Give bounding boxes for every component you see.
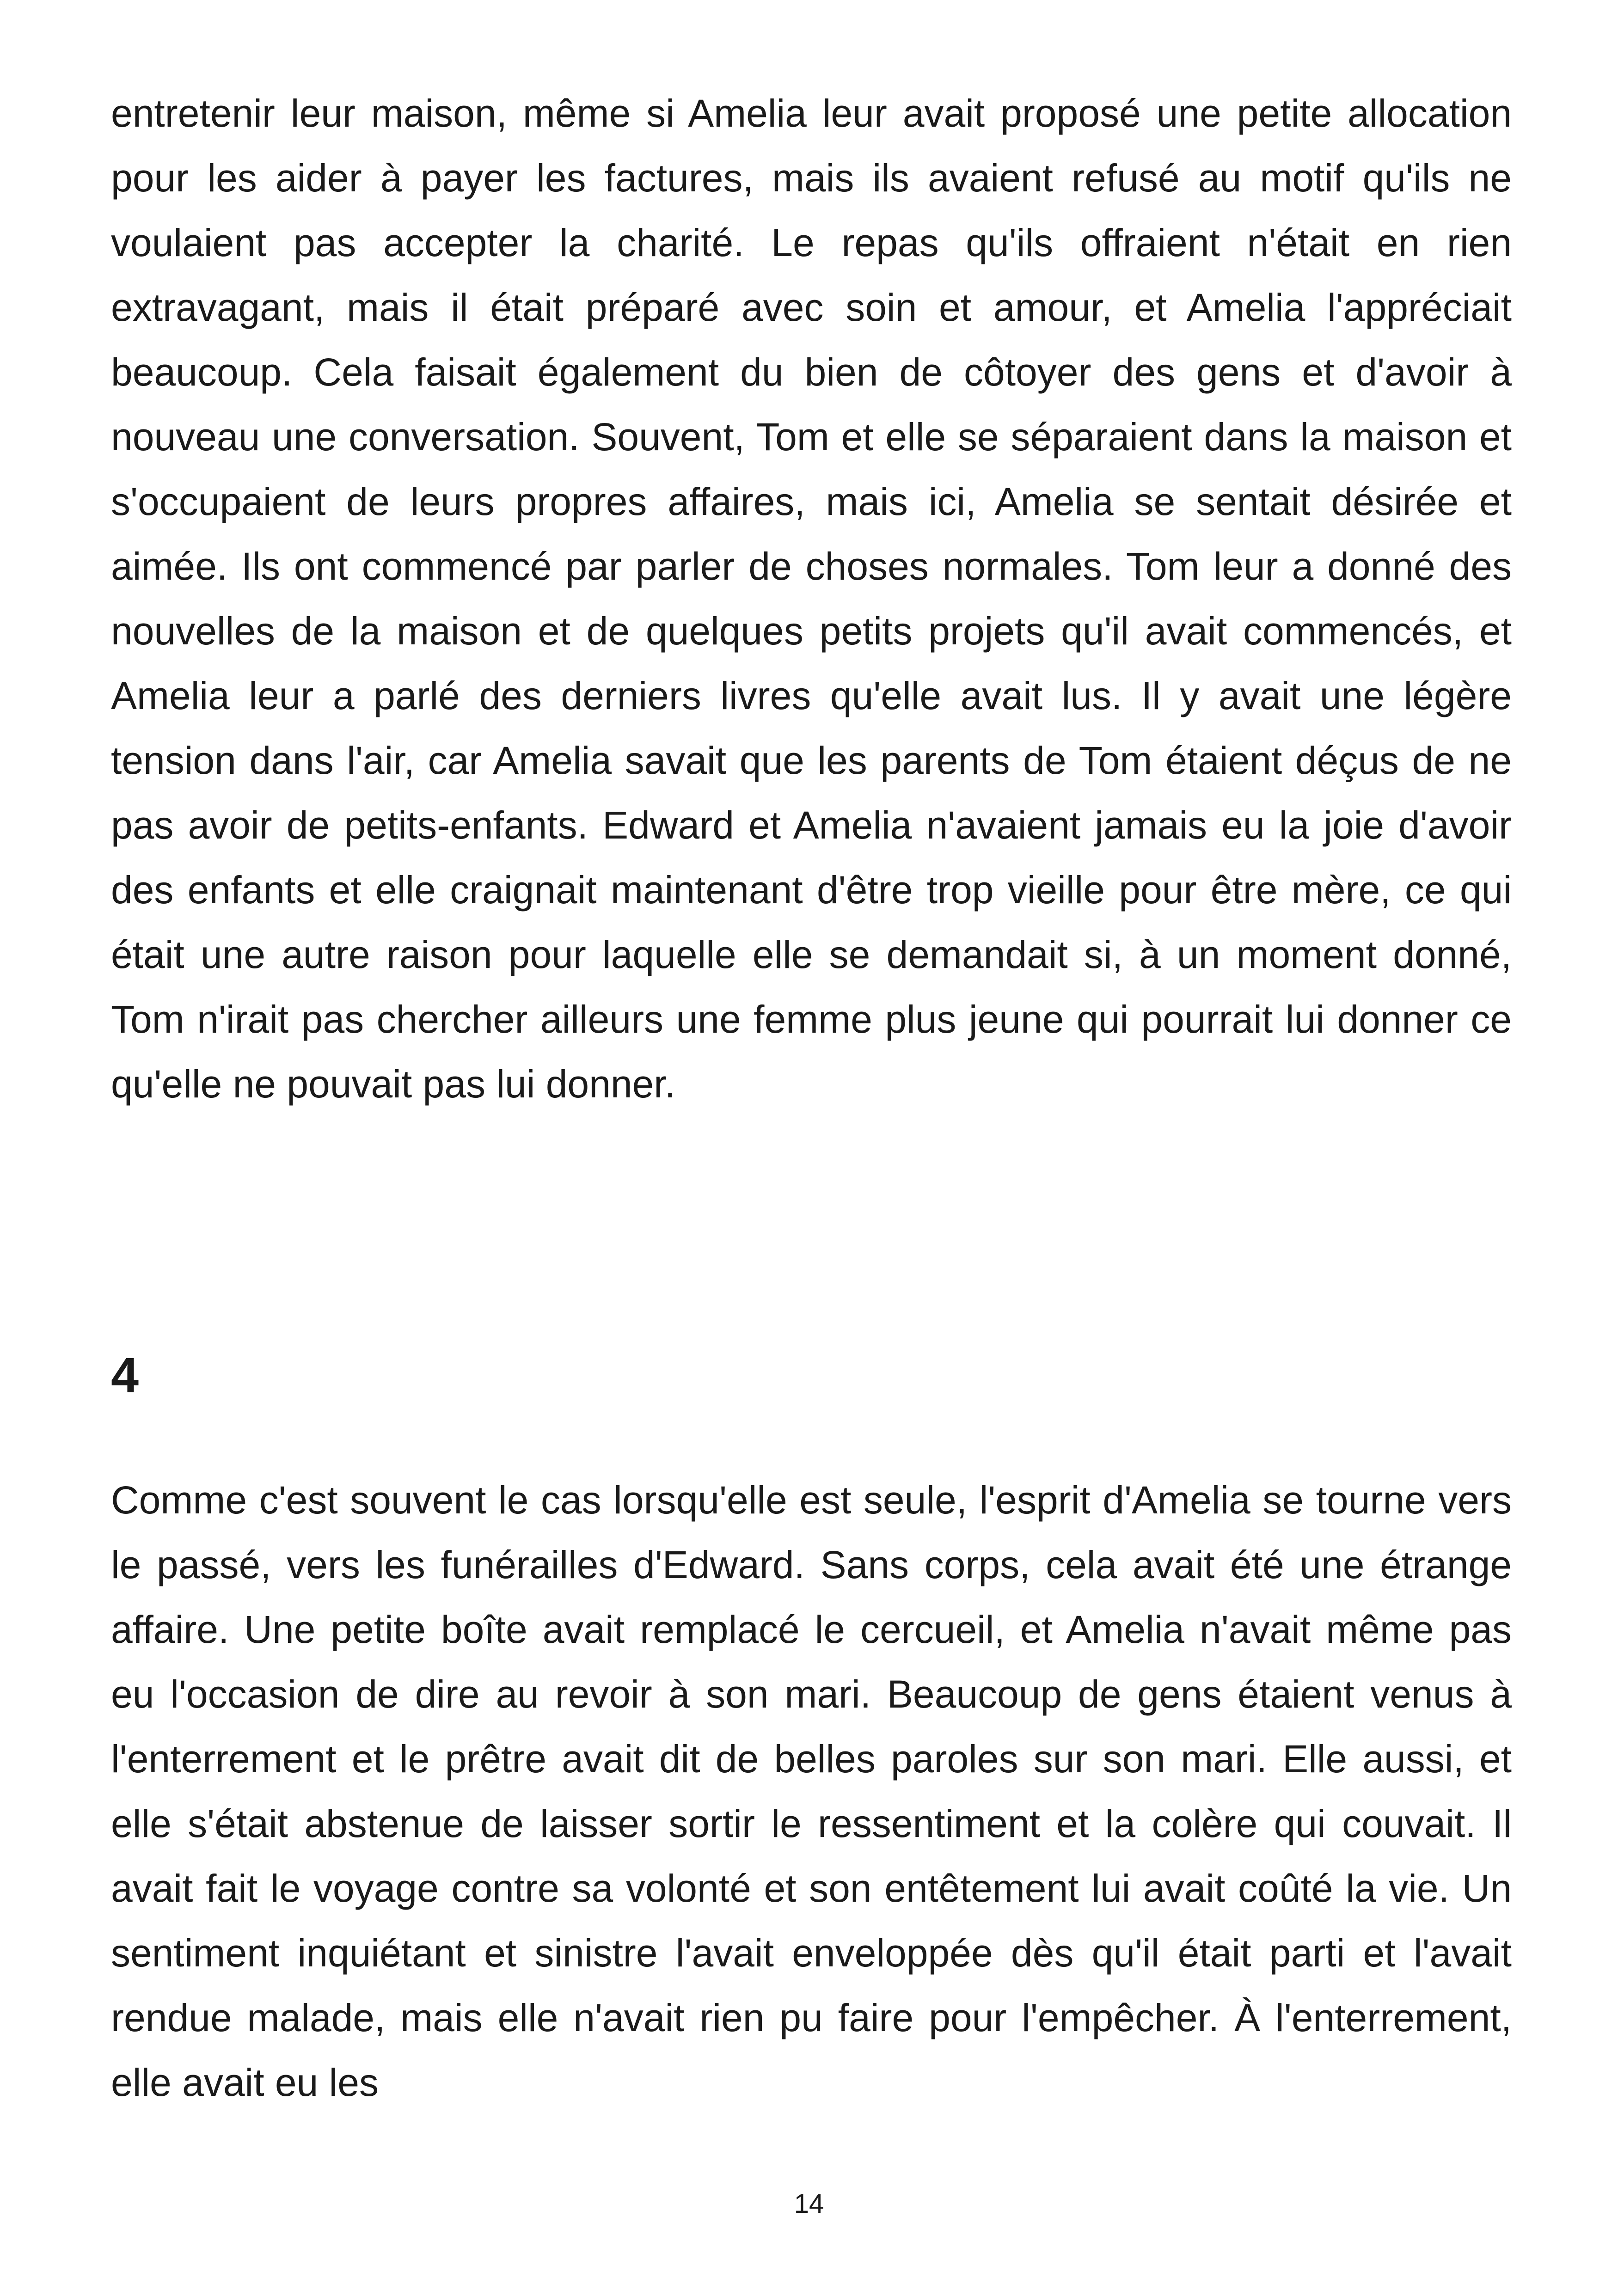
body-paragraph-chapter-start: Comme c'est souvent le cas lorsqu'elle est seule, l'esprit d'Amelia se tourne vers le passé, vers les funérailles d'Edward. Sans corps, cela avait été une étrange affaire. Une petite boîte avait remplacé le cercueil, et Amelia n'avait même pas eu l'occasion de dire au revoir à son mari. Beaucoup de gens étaient venus à l'enterrement et le prêtre avait dit de belles paroles sur son mari. Elle aussi, et elle s'était abstenue de laisser sortir le ressentiment et la colère qui couvait. Il avait fait le voyage contre sa volonté et son entêtement lui avait coûté la vie. Un sentiment inquiétant et sinistre l'avait enveloppée dès qu'il était parti et l'avait rendue malade, mais elle n'avait rien pu faire pour l'empêcher. À l'enterrement, elle avait eu les (111, 1478, 1512, 2104)
page-number: 14 (794, 2189, 824, 2219)
chapter-heading: 4 (111, 1347, 139, 1403)
body-paragraph-continuation: entretenir leur maison, même si Amelia leur avait proposé une petite allocation pour les aider à payer les factures, mais ils avaient refusé au motif qu'ils ne voulaient pas accepter la charité. Le repas qu'ils offraient n'était en rien extravagant, mais il était préparé avec soin et amour, et Amelia l'appréciait beaucoup. Cela faisait également du bien de côtoyer des gens et d'avoir à nouveau une conversation. Souvent, Tom et elle se séparaient dans la maison et s'occupaient de leurs propres affaires, mais ici, Amelia se sentait désirée et aimée. Ils ont commencé par parler de choses normales. Tom leur a donné des nouvelles de la maison et de quelques petits projets qu'il avait commencés, et Amelia leur a parlé des derniers livres qu'elle avait lus. Il y avait une légère tension dans l'air, car Amelia savait que les parents de Tom étaient déçus de ne pas avoir de petits-enfants. Edward et Amelia n'avaient jamais eu la joie d'avoir des enfants et elle craignait maintenant d'être trop vieille pour être mère, ce qui était une autre raison pour laquelle elle se demandait si, à un moment donné, Tom n'irait pas chercher ailleurs une femme plus jeune qui pourrait lui donner ce qu'elle ne pouvait pas lui donner. (111, 92, 1512, 1106)
